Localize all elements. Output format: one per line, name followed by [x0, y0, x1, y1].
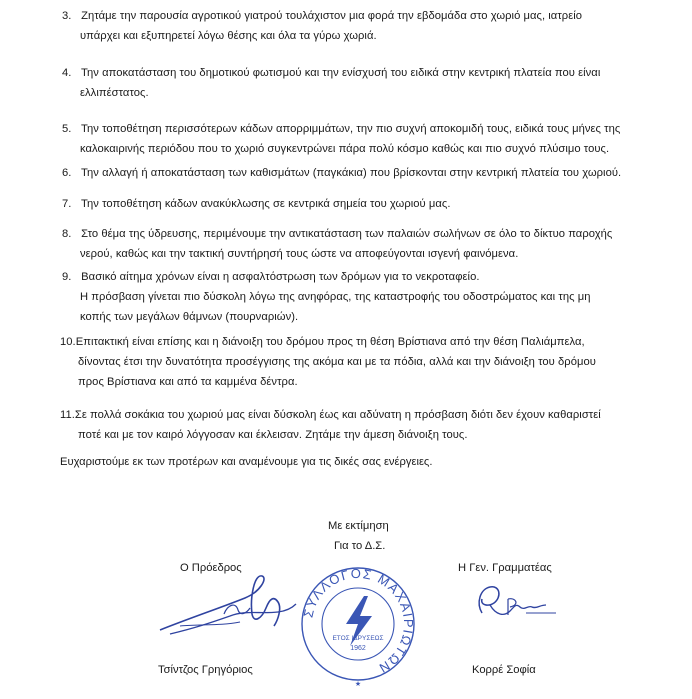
secretary-name: Κορρέ Σοφία [472, 664, 536, 676]
closing-sentence: Ευχαριστούμε εκ των προτέρων και αναμένουμε για τις δικές σας ενέργειες. [60, 456, 433, 468]
list-item [60, 405, 688, 445]
item-text: ποτέ και με τον καιρό λόγγοσαν και έκλεισαν. Ζητάμε την άμεση διάνοιξη τους. [78, 429, 468, 441]
item-text: Στο θέμα της ύδρευσης, περιμένουμε την αντικατάσταση των παλαιών σωλήνων σε όλο το δίκτυο παροχής [81, 228, 613, 240]
president-name: Τσίντζος Γρηγόριος [158, 664, 253, 676]
item-text: Την τοποθέτηση κάδων ανακύκλωσης σε κεντρικά σημεία του χωριού μας. [80, 198, 451, 210]
stamp-ring-text: ΣΥΛΛΟΓΟΣ ΜΑΧΑΙΡΙΩΤΩΝ [300, 565, 417, 677]
item-number: 4. [62, 67, 72, 79]
item-text: Σε πολλά σοκάκια του χωριού μας είναι δύσκολη έως και αδύνατη η πρόσβαση διότι δεν έχουν καθαριστεί [74, 409, 601, 421]
stamp-center-text: ΕΤΟΣ ΙΔΡΥΣΕΩΣ [332, 635, 384, 642]
item-text: Την τοποθέτηση περισσότερων κάδων απορριμμάτων, την πιο συχνή αποκομιδή τους, ειδικά τους μήνες της [80, 123, 621, 135]
list-item [62, 119, 690, 159]
list-item [62, 163, 690, 183]
item-number: 5. [62, 123, 72, 135]
list-item [60, 332, 688, 392]
item-text: Η πρόσβαση γίνεται πιο δύσκολη λόγω της ανηφόρας, της καταστροφής του οδοστρώματος και της μη [80, 291, 591, 303]
item-text: Επιτακτική είναι επίσης και η διάνοιξη του δρόμου προς τη θέση Βρίστιανα από την θέση Παλιάμπελα, [75, 336, 585, 348]
item-text: κοπής των μεγάλων θάμνων (πουρναριών). [80, 311, 299, 323]
item-text: Την αλλαγή ή αποκατάσταση των καθισμάτων (παγκάκια) που βρίσκονται στην κεντρική πλατεία του χωριού. [80, 167, 622, 179]
secretary-signature [470, 575, 560, 625]
item-number: 8. [62, 228, 72, 240]
president-title: Ο Πρόεδρος [180, 562, 242, 574]
list-item [62, 224, 690, 264]
secretary-title: Η Γεν. Γραμματέας [458, 562, 552, 574]
board-text: Για το Δ.Σ. [334, 540, 386, 552]
list-item [62, 267, 690, 327]
item-text: υπάρχει και εξυπηρετεί λόγω θέσης και όλα τα γύρω χωριά. [80, 30, 377, 42]
stamp-year: 1962 [350, 645, 366, 652]
item-number: 10. [60, 336, 76, 348]
list-item [62, 63, 690, 103]
item-number: 11. [60, 409, 75, 421]
list-item [62, 194, 690, 214]
list-item [62, 6, 690, 46]
president-signature [150, 568, 300, 648]
item-number: 7. [62, 198, 72, 210]
item-number: 3. [62, 10, 72, 22]
item-text: καλοκαιρινής περιόδου που το χωριό συγκεντρώνει πάρα πολύ κόσμο καθώς και πιο συχνό πλύσιμο τους. [80, 143, 610, 155]
item-text: Ζητάμε την παρουσία αγροτικού γιατρού τουλάχιστον μια φορά την εβδομάδα στο χωριό μας, ιατρείο [81, 10, 583, 22]
star-icon: ★ [354, 681, 362, 688]
association-stamp [298, 560, 418, 688]
item-number: 6. [62, 167, 72, 179]
item-text: Βασικό αίτημα χρόνων είναι η ασφαλτόστρωση των δρόμων για το νεκροταφείο. [81, 271, 480, 283]
item-text: προς Βρίστιανα και από τα καμμένα δέντρα. [78, 376, 298, 388]
item-text: ελλιπέστατος. [80, 87, 149, 99]
regards-text: Με εκτίμηση [328, 520, 389, 532]
item-text: νερού, καθώς και την τακτική συντήρησή τους ώστε να αποφεύγονται ισγενή φαινόμενα. [80, 248, 519, 260]
item-number: 9. [62, 271, 72, 283]
item-text: δίνοντας έτσι την δυνατότητα προσέγγισης της ακόμα και με τα πόδια, αλλά και την διάνοιξη του δρόμου [78, 356, 596, 368]
item-text: Την αποκατάσταση του δημοτικού φωτισμού και την ενίσχυσή του ειδικά στην κεντρική πλατεία που είναι [80, 67, 601, 79]
